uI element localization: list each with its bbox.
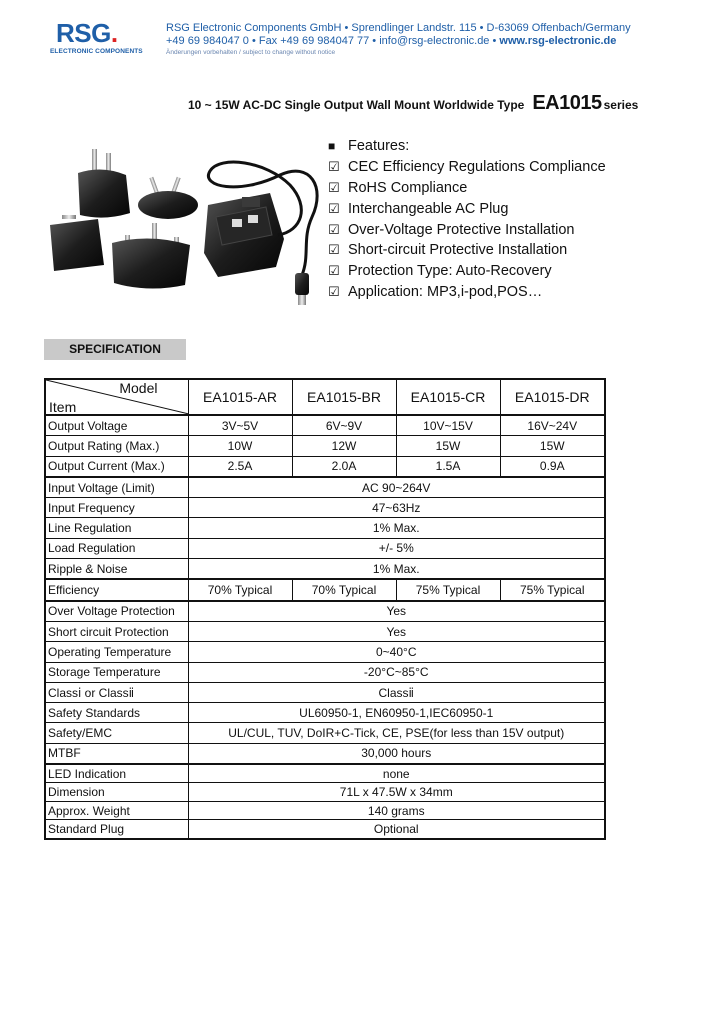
- row-label: MTBF: [45, 743, 188, 764]
- feature-text: Application: MP3,i-pod,POS…: [348, 283, 543, 300]
- row-value: 75% Typical: [500, 579, 605, 600]
- model-header: EA1015-AR: [188, 379, 292, 415]
- table-row: [45, 601, 605, 622]
- row-label: Over Voltage Protection: [45, 601, 188, 622]
- logo-subtitle: ELECTRONIC COMPONENTS: [50, 48, 143, 55]
- company-logo: [48, 18, 150, 58]
- feature-text: Protection Type: Auto-Recovery: [348, 263, 552, 280]
- specification-table: [44, 378, 606, 840]
- title-model: EA1015: [532, 92, 602, 114]
- table-row: [45, 621, 605, 641]
- square-bullet-icon: ■: [328, 139, 336, 154]
- row-value: 2.0A: [292, 456, 396, 477]
- row-label: Input Voltage (Limit): [45, 477, 188, 498]
- row-value: 0~40°C: [188, 642, 605, 662]
- features-list: [328, 136, 606, 302]
- checkbox-checked-icon: ☑: [328, 200, 340, 216]
- dc-plug: [295, 273, 309, 305]
- row-value: 10W: [188, 436, 292, 456]
- row-value: Yes: [188, 601, 605, 622]
- row-label: Dimension: [45, 783, 188, 801]
- table-row: [45, 743, 605, 764]
- header-model-label: Model: [119, 380, 158, 396]
- table-row: [45, 498, 605, 518]
- row-value: 1.5A: [396, 456, 500, 477]
- change-notice: Änderungen vorbehalten / subject to change without notice: [166, 49, 336, 56]
- page-title: [188, 92, 638, 115]
- row-value: 75% Typical: [396, 579, 500, 600]
- row-value: -20°C~85°C: [188, 662, 605, 682]
- specification-label: [44, 339, 186, 360]
- checkbox-checked-icon: ☑: [328, 179, 340, 195]
- feature-item: [328, 261, 606, 282]
- row-value: 71L x 47.5W x 34mm: [188, 783, 605, 801]
- logo-dot: .: [110, 18, 118, 48]
- uk-plug: [112, 223, 190, 289]
- model-header: EA1015-DR: [500, 379, 605, 415]
- row-value: Yes: [188, 621, 605, 641]
- row-value: Optional: [188, 820, 605, 839]
- feature-item: [328, 219, 606, 240]
- table-row: [45, 415, 605, 436]
- table-row: [45, 477, 605, 498]
- row-value: 2.5A: [188, 456, 292, 477]
- row-label: Output Voltage: [45, 415, 188, 436]
- row-value: 70% Typical: [292, 579, 396, 600]
- row-value: 3V~5V: [188, 415, 292, 436]
- feature-text: Short-circuit Protective Installation: [348, 242, 568, 259]
- table-row: [45, 456, 605, 477]
- specification-label-text: SPECIFICATION: [69, 342, 161, 356]
- au-plug: [138, 177, 198, 219]
- checkbox-checked-icon: ☑: [328, 221, 340, 237]
- title-suffix: series: [603, 98, 639, 112]
- row-value: UL/CUL, TUV, DoIR+C-Tick, CE, PSE(for less than 15V output): [188, 723, 605, 743]
- row-label: Safety Standards: [45, 703, 188, 723]
- row-value: none: [188, 764, 605, 783]
- table-row: [45, 518, 605, 538]
- row-value: Classⅱ: [188, 682, 605, 702]
- row-value: UL60950-1, EN60950-1,IEC60950-1: [188, 703, 605, 723]
- features-heading-text: Features:: [348, 138, 410, 155]
- table-row: [45, 820, 605, 839]
- feature-item: [328, 157, 606, 178]
- feature-text: Over-Voltage Protective Installation: [348, 221, 575, 238]
- model-header: EA1015-BR: [292, 379, 396, 415]
- euro-plug: [78, 149, 130, 218]
- row-value: 15W: [500, 436, 605, 456]
- product-photo: [40, 135, 330, 315]
- row-value: 10V~15V: [396, 415, 500, 436]
- website-link[interactable]: www.rsg-electronic.de: [499, 35, 617, 47]
- row-value: 1% Max.: [188, 518, 605, 538]
- row-label: LED Indication: [45, 764, 188, 783]
- row-label: Safety/EMC: [45, 723, 188, 743]
- row-value: 16V~24V: [500, 415, 605, 436]
- model-item-header: [45, 379, 188, 415]
- checkbox-checked-icon: ☑: [328, 242, 340, 258]
- header-item-label: Item: [49, 399, 77, 415]
- row-value: 140 grams: [188, 801, 605, 819]
- logo-text: RSG: [56, 18, 111, 48]
- table-header-row: [45, 379, 605, 415]
- row-label: Approx. Weight: [45, 801, 188, 819]
- row-label: Ripple & Noise: [45, 559, 188, 580]
- row-value: 30,000 hours: [188, 743, 605, 764]
- table-row: [45, 662, 605, 682]
- row-value: 15W: [396, 436, 500, 456]
- table-row: [45, 538, 605, 558]
- row-value: 47~63Hz: [188, 498, 605, 518]
- table-row: [45, 436, 605, 456]
- feature-text: CEC Efficiency Regulations Compliance: [348, 159, 606, 176]
- row-label: Efficiency: [45, 579, 188, 600]
- table-row: [45, 723, 605, 743]
- row-label: Operating Temperature: [45, 642, 188, 662]
- row-label: Output Current (Max.): [45, 456, 188, 477]
- table-row: [45, 682, 605, 702]
- row-label: Input Frequency: [45, 498, 188, 518]
- row-label: Load Regulation: [45, 538, 188, 558]
- row-value: AC 90~264V: [188, 477, 605, 498]
- table-row: [45, 559, 605, 580]
- title-main: 10 ~ 15W AC-DC Single Output Wall Mount Worldwide Type: [188, 98, 525, 112]
- company-address: RSG Electronic Components GmbH • Sprendlinger Landstr. 115 • D-63069 Offenbach/Germany: [166, 22, 631, 34]
- row-value: 1% Max.: [188, 559, 605, 580]
- row-label: Output Rating (Max.): [45, 436, 188, 456]
- row-label: Short circuit Protection: [45, 621, 188, 641]
- checkbox-checked-icon: ☑: [328, 159, 340, 175]
- feature-item: [328, 178, 606, 199]
- table-row: [45, 764, 605, 783]
- feature-text: Interchangeable AC Plug: [348, 200, 509, 217]
- model-header: EA1015-CR: [396, 379, 500, 415]
- adapter-body: [204, 193, 284, 277]
- row-label: Classⅰ or Classⅱ: [45, 682, 188, 702]
- table-row: [45, 703, 605, 723]
- table-row: [45, 783, 605, 801]
- company-contact: [166, 35, 616, 47]
- contact-line: +49 69 984047 0 • Fax +49 69 984047 77 • info@rsg-electronic.de •: [166, 35, 500, 47]
- feature-text: RoHS Compliance: [348, 179, 468, 196]
- table-row: [45, 801, 605, 819]
- features-heading: [328, 136, 606, 157]
- row-label: Line Regulation: [45, 518, 188, 538]
- feature-item: [328, 240, 606, 261]
- row-value: +/- 5%: [188, 538, 605, 558]
- table-row: [45, 642, 605, 662]
- table-row: [45, 579, 605, 600]
- row-value: 0.9A: [500, 456, 605, 477]
- feature-item: [328, 198, 606, 219]
- row-value: 12W: [292, 436, 396, 456]
- checkbox-checked-icon: ☑: [328, 263, 340, 279]
- checkbox-checked-icon: ☑: [328, 283, 340, 299]
- row-value: 70% Typical: [188, 579, 292, 600]
- feature-item: [328, 282, 606, 303]
- row-label: Storage Temperature: [45, 662, 188, 682]
- row-label: Standard Plug: [45, 820, 188, 839]
- us-plug: [50, 215, 104, 271]
- row-value: 6V~9V: [292, 415, 396, 436]
